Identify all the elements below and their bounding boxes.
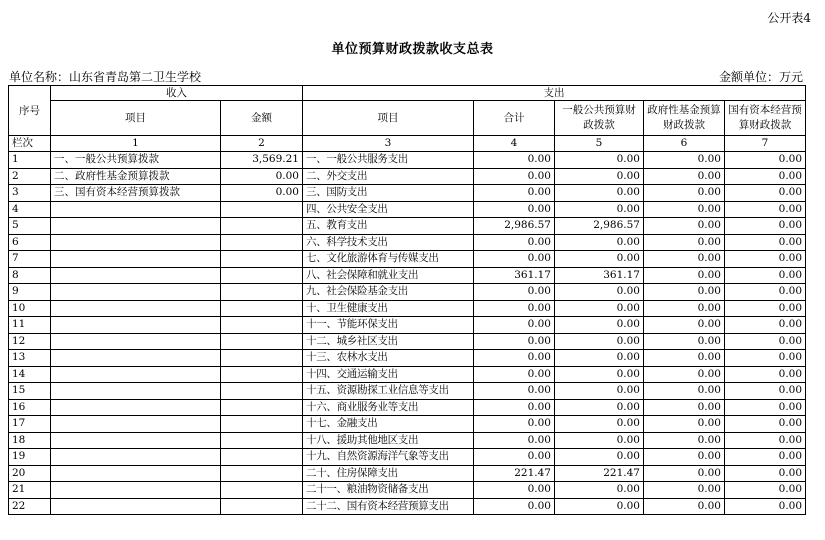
- column-number: 2: [221, 136, 303, 152]
- cell-expense-item: 十、卫生健康支出: [303, 300, 474, 317]
- document-code: 公开表4: [767, 11, 811, 25]
- cell-total: 0.00: [474, 152, 555, 169]
- cell-state-capital: 0.00: [725, 168, 806, 185]
- cell-expense-item: 十四、交通运输支出: [303, 366, 474, 383]
- cell-expense-item: 十九、自然资源海洋气象等支出: [303, 449, 474, 466]
- cell-total: 0.00: [474, 350, 555, 367]
- cell-income-amount: [221, 416, 303, 433]
- cell-income-item: [51, 267, 221, 284]
- column-number: 4: [474, 136, 555, 152]
- cell-general-budget: 0.00: [555, 416, 644, 433]
- table-row: [9, 366, 806, 383]
- cell-income-item: [51, 432, 221, 449]
- cell-gov-fund: 0.00: [644, 383, 725, 400]
- cell-income-item: 二、政府性基金预算拨款: [51, 168, 221, 185]
- cell-expense-item: 二十、住房保障支出: [303, 465, 474, 482]
- cell-income-amount: 0.00: [221, 168, 303, 185]
- cell-state-capital: 0.00: [725, 482, 806, 499]
- cell-general-budget: 0.00: [555, 498, 644, 515]
- cell-total: 2,986.57: [474, 218, 555, 235]
- column-number: 1: [51, 136, 221, 152]
- cell-general-budget: 0.00: [555, 449, 644, 466]
- cell-total: 0.00: [474, 300, 555, 317]
- table-body: [9, 152, 806, 515]
- cell-income-amount: [221, 498, 303, 515]
- cell-state-capital: 0.00: [725, 366, 806, 383]
- cell-expense-item: 二十二、国有资本经营预算支出: [303, 498, 474, 515]
- table-row: [9, 317, 806, 334]
- table-row: [9, 168, 806, 185]
- cell-state-capital: 0.00: [725, 218, 806, 235]
- budget-table: [8, 85, 806, 515]
- cell-state-capital: 0.00: [725, 432, 806, 449]
- cell-income-item: [51, 399, 221, 416]
- cell-income-item: 一、一般公共预算拨款: [51, 152, 221, 169]
- table-row: [9, 284, 806, 301]
- table-row: [9, 234, 806, 251]
- cell-income-amount: [221, 300, 303, 317]
- cell-state-capital: 0.00: [725, 185, 806, 202]
- cell-seq: 20: [9, 465, 51, 482]
- cell-seq: 9: [9, 284, 51, 301]
- table-row: [9, 498, 806, 515]
- cell-state-capital: 0.00: [725, 300, 806, 317]
- cell-seq: 6: [9, 234, 51, 251]
- cell-state-capital: 0.00: [725, 383, 806, 400]
- cell-income-amount: [221, 201, 303, 218]
- currency-unit: 金额单位：万元: [718, 70, 803, 84]
- cell-gov-fund: 0.00: [644, 399, 725, 416]
- cell-income-amount: 3,569.21: [221, 152, 303, 169]
- cell-income-amount: [221, 284, 303, 301]
- column-number: 6: [644, 136, 725, 152]
- cell-income-item: [51, 218, 221, 235]
- cell-income-amount: [221, 234, 303, 251]
- cell-expense-item: 十八、援助其他地区支出: [303, 432, 474, 449]
- cell-total: 361.17: [474, 267, 555, 284]
- cell-income-amount: [221, 218, 303, 235]
- cell-income-item: [51, 498, 221, 515]
- cell-total: 0.00: [474, 201, 555, 218]
- cell-gov-fund: 0.00: [644, 284, 725, 301]
- cell-income-item: [51, 383, 221, 400]
- table-row: [9, 399, 806, 416]
- cell-total: 0.00: [474, 399, 555, 416]
- cell-expense-item: 二十一、粮油物资储备支出: [303, 482, 474, 499]
- column-number: 7: [725, 136, 806, 152]
- table-row: [9, 201, 806, 218]
- cell-seq: 1: [9, 152, 51, 169]
- cell-gov-fund: 0.00: [644, 300, 725, 317]
- cell-general-budget: 0.00: [555, 432, 644, 449]
- cell-state-capital: 0.00: [725, 234, 806, 251]
- table-row: [9, 449, 806, 466]
- column-number-row: [9, 136, 806, 152]
- table-row: [9, 350, 806, 367]
- cell-income-amount: [221, 449, 303, 466]
- cell-gov-fund: 0.00: [644, 366, 725, 383]
- cell-state-capital: 0.00: [725, 465, 806, 482]
- cell-gov-fund: 0.00: [644, 152, 725, 169]
- cell-general-budget: 221.47: [555, 465, 644, 482]
- cell-seq: 19: [9, 449, 51, 466]
- cell-expense-item: 十六、商业服务业等支出: [303, 399, 474, 416]
- cell-general-budget: 2,986.57: [555, 218, 644, 235]
- table-row: [9, 383, 806, 400]
- cell-state-capital: 0.00: [725, 498, 806, 515]
- cell-state-capital: 0.00: [725, 267, 806, 284]
- column-number-label: 栏次: [9, 136, 51, 152]
- column-number: 3: [303, 136, 474, 152]
- cell-gov-fund: 0.00: [644, 234, 725, 251]
- cell-state-capital: 0.00: [725, 251, 806, 268]
- cell-general-budget: 0.00: [555, 366, 644, 383]
- cell-seq: 13: [9, 350, 51, 367]
- cell-seq: 5: [9, 218, 51, 235]
- cell-general-budget: 0.00: [555, 399, 644, 416]
- cell-general-budget: 0.00: [555, 350, 644, 367]
- cell-total: 0.00: [474, 432, 555, 449]
- cell-expense-item: 六、科学技术支出: [303, 234, 474, 251]
- cell-gov-fund: 0.00: [644, 185, 725, 202]
- cell-seq: 16: [9, 399, 51, 416]
- cell-seq: 18: [9, 432, 51, 449]
- column-number: 5: [555, 136, 644, 152]
- cell-general-budget: 0.00: [555, 201, 644, 218]
- cell-total: 0.00: [474, 416, 555, 433]
- cell-general-budget: 0.00: [555, 168, 644, 185]
- cell-income-item: [51, 201, 221, 218]
- cell-income-amount: [221, 251, 303, 268]
- cell-seq: 17: [9, 416, 51, 433]
- cell-expense-item: 八、社会保障和就业支出: [303, 267, 474, 284]
- cell-income-amount: [221, 350, 303, 367]
- cell-state-capital: 0.00: [725, 284, 806, 301]
- cell-gov-fund: 0.00: [644, 482, 725, 499]
- cell-expense-item: 十一、节能环保支出: [303, 317, 474, 334]
- cell-expense-item: 十七、金融支出: [303, 416, 474, 433]
- cell-gov-fund: 0.00: [644, 465, 725, 482]
- cell-state-capital: 0.00: [725, 201, 806, 218]
- cell-total: 0.00: [474, 234, 555, 251]
- table-row: [9, 251, 806, 268]
- cell-income-item: [51, 465, 221, 482]
- cell-income-item: [51, 350, 221, 367]
- cell-state-capital: 0.00: [725, 152, 806, 169]
- cell-total: 221.47: [474, 465, 555, 482]
- cell-gov-fund: 0.00: [644, 350, 725, 367]
- cell-gov-fund: 0.00: [644, 498, 725, 515]
- table-row: [9, 432, 806, 449]
- cell-total: 0.00: [474, 498, 555, 515]
- header-gov-fund: 政府性基金预算财政拨款: [644, 101, 725, 136]
- cell-income-item: [51, 449, 221, 466]
- cell-seq: 10: [9, 300, 51, 317]
- cell-gov-fund: 0.00: [644, 317, 725, 334]
- header-state-capital: 国有资本经营预算财政拨款: [725, 101, 806, 136]
- cell-income-item: [51, 317, 221, 334]
- cell-general-budget: 0.00: [555, 482, 644, 499]
- cell-income-item: [51, 300, 221, 317]
- cell-income-item: [51, 366, 221, 383]
- page-title: 单位预算财政拨款收支总表: [331, 42, 494, 57]
- cell-general-budget: 361.17: [555, 267, 644, 284]
- cell-seq: 4: [9, 201, 51, 218]
- cell-gov-fund: 0.00: [644, 333, 725, 350]
- cell-gov-fund: 0.00: [644, 251, 725, 268]
- table-row: [9, 300, 806, 317]
- header-income: 收入: [51, 86, 303, 101]
- cell-income-item: [51, 333, 221, 350]
- cell-income-item: [51, 234, 221, 251]
- cell-state-capital: 0.00: [725, 333, 806, 350]
- cell-expense-item: 十五、资源勘探工业信息等支出: [303, 383, 474, 400]
- table-row: [9, 416, 806, 433]
- cell-gov-fund: 0.00: [644, 432, 725, 449]
- cell-general-budget: 0.00: [555, 317, 644, 334]
- cell-income-item: [51, 284, 221, 301]
- cell-income-amount: [221, 366, 303, 383]
- cell-expense-item: 二、外交支出: [303, 168, 474, 185]
- table-row: [9, 333, 806, 350]
- cell-gov-fund: 0.00: [644, 267, 725, 284]
- cell-seq: 3: [9, 185, 51, 202]
- cell-income-amount: [221, 383, 303, 400]
- cell-seq: 21: [9, 482, 51, 499]
- cell-gov-fund: 0.00: [644, 218, 725, 235]
- cell-expense-item: 九、社会保险基金支出: [303, 284, 474, 301]
- table-row: [9, 465, 806, 482]
- table-row: [9, 152, 806, 169]
- header-general-budget: 一般公共预算财政拨款: [555, 101, 644, 136]
- cell-total: 0.00: [474, 251, 555, 268]
- table-row: [9, 482, 806, 499]
- header-expense-item: 项目: [303, 101, 474, 136]
- cell-income-item: 三、国有资本经营预算拨款: [51, 185, 221, 202]
- cell-general-budget: 0.00: [555, 300, 644, 317]
- cell-expense-item: 十二、城乡社区支出: [303, 333, 474, 350]
- cell-income-amount: 0.00: [221, 185, 303, 202]
- cell-seq: 11: [9, 317, 51, 334]
- cell-income-amount: [221, 465, 303, 482]
- cell-state-capital: 0.00: [725, 317, 806, 334]
- cell-general-budget: 0.00: [555, 152, 644, 169]
- cell-income-amount: [221, 432, 303, 449]
- cell-general-budget: 0.00: [555, 185, 644, 202]
- cell-income-amount: [221, 267, 303, 284]
- cell-seq: 12: [9, 333, 51, 350]
- cell-total: 0.00: [474, 317, 555, 334]
- table-row: [9, 218, 806, 235]
- cell-gov-fund: 0.00: [644, 416, 725, 433]
- cell-total: 0.00: [474, 366, 555, 383]
- header-expense: 支出: [303, 86, 806, 101]
- cell-gov-fund: 0.00: [644, 168, 725, 185]
- cell-total: 0.00: [474, 482, 555, 499]
- cell-state-capital: 0.00: [725, 399, 806, 416]
- cell-income-amount: [221, 482, 303, 499]
- header-seq: 序号: [9, 86, 51, 136]
- cell-income-item: [51, 251, 221, 268]
- cell-general-budget: 0.00: [555, 333, 644, 350]
- cell-expense-item: 七、文化旅游体育与传媒支出: [303, 251, 474, 268]
- header-total: 合计: [474, 101, 555, 136]
- cell-general-budget: 0.00: [555, 251, 644, 268]
- header-group-row: [9, 86, 806, 101]
- cell-total: 0.00: [474, 449, 555, 466]
- cell-income-item: [51, 416, 221, 433]
- cell-state-capital: 0.00: [725, 416, 806, 433]
- table-row: [9, 185, 806, 202]
- unit-name: 单位名称：山东省青岛第二卫生学校: [9, 70, 202, 84]
- cell-expense-item: 四、公共安全支出: [303, 201, 474, 218]
- header-income-amount: 金额: [221, 101, 303, 136]
- cell-expense-item: 五、教育支出: [303, 218, 474, 235]
- cell-seq: 22: [9, 498, 51, 515]
- cell-income-amount: [221, 333, 303, 350]
- cell-total: 0.00: [474, 284, 555, 301]
- cell-income-amount: [221, 317, 303, 334]
- header-income-item: 项目: [51, 101, 221, 136]
- cell-total: 0.00: [474, 383, 555, 400]
- table-row: [9, 267, 806, 284]
- cell-income-amount: [221, 399, 303, 416]
- cell-gov-fund: 0.00: [644, 201, 725, 218]
- cell-seq: 15: [9, 383, 51, 400]
- header-column-row: [9, 101, 806, 136]
- cell-total: 0.00: [474, 168, 555, 185]
- cell-expense-item: 三、国防支出: [303, 185, 474, 202]
- cell-general-budget: 0.00: [555, 284, 644, 301]
- cell-seq: 14: [9, 366, 51, 383]
- cell-seq: 2: [9, 168, 51, 185]
- cell-expense-item: 一、一般公共服务支出: [303, 152, 474, 169]
- cell-seq: 7: [9, 251, 51, 268]
- cell-state-capital: 0.00: [725, 449, 806, 466]
- cell-expense-item: 十三、农林水支出: [303, 350, 474, 367]
- cell-income-item: [51, 482, 221, 499]
- cell-gov-fund: 0.00: [644, 449, 725, 466]
- cell-total: 0.00: [474, 333, 555, 350]
- cell-state-capital: 0.00: [725, 350, 806, 367]
- cell-general-budget: 0.00: [555, 234, 644, 251]
- cell-total: 0.00: [474, 185, 555, 202]
- cell-general-budget: 0.00: [555, 383, 644, 400]
- cell-seq: 8: [9, 267, 51, 284]
